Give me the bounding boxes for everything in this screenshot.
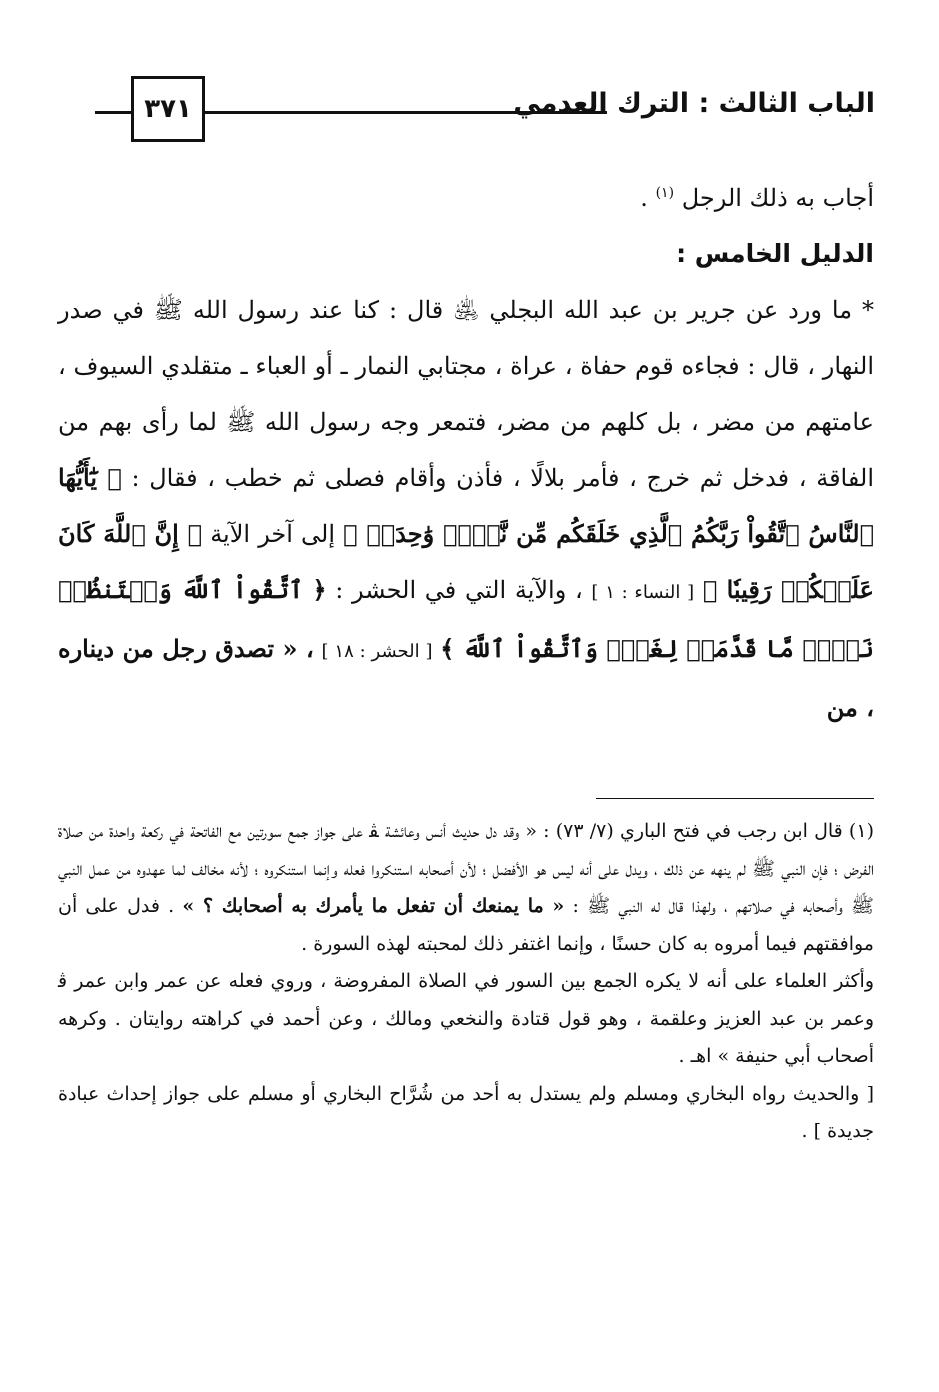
intro-text: * ما ورد عن جرير بن عبد الله البجلي ﵁ قال : كنا عند رسول الله ﷺ في صدر النهار ، قال : فجاءه قوم حفاة ، عراة ، مجتابي النمار ـ أو العباء ـ متقلدي السيوف ، عامتهم من مضر ، بل كلهم من مضر، فتمعر وجه رسول الله ﷺ لما رأى بهم من الفاقة ، فدخل ثم خرج ، فأمر بلالًا ، فأذن وأقام فصلى ثم خطب ، فقال :: [58, 296, 874, 492]
footnote-1: [58, 813, 874, 963]
continuation-text: أجاب به ذلك الرجل: [681, 184, 874, 212]
footnotes: [58, 813, 874, 1151]
page-number: ٣٧١: [131, 76, 205, 142]
header-rule: [205, 111, 607, 114]
to-end-text: إلى آخر الآية: [210, 520, 336, 548]
verse-ref-1: [ النساء : ١ ]: [591, 582, 695, 603]
evidence-paragraph: [58, 282, 874, 736]
and-verse-text: ، والآية التي في الحشر :: [335, 576, 583, 604]
running-header: [95, 72, 875, 142]
quran-verse-3: ﴿ ٱتَّقُواْ ٱللَّهَ وَلۡتَنظُرۡ نَفۡسٞ مَّا قَدَّمَتۡ لِغَدٖۖ وَٱتَّقُواْ ٱللَّهَ ﴾: [58, 575, 874, 663]
quran-verse-1: ﴿ يَٰٓأَيُّهَا ٱلنَّاسُ ٱتَّقُواْ رَبَّكُمُ ٱلَّذِي خَلَقَكُم مِّن نَّفۡسٖ وَٰحِدَةٖ ﴾: [58, 463, 875, 548]
continuation-line: [58, 170, 874, 226]
section-heading: الدليل الخامس :: [676, 239, 874, 268]
hadith-start: ، « تصدق رجل من ديناره ، من: [58, 634, 874, 722]
continuation-end: .: [640, 184, 648, 212]
footnote-2: وأكثر العلماء على أنه لا يكره الجمع بين السور في الصلاة المفروضة ، وروي فعله عن عمر وابن عمر ﭬ وعمر بن عبد العزيز وعلقمة ، وهو قول قتادة والنخعي ومالك ، وعن أحمد في كراهته روايتان . وكرهه أصحاب أبي حنيفة » اهـ .: [58, 970, 874, 1067]
main-text: [58, 170, 874, 736]
header-rule-end: [95, 111, 131, 114]
quran-verse-2: ﴿ إِنَّ ٱللَّهَ كَانَ عَلَيۡكُمۡ رَقِيبٗا ﴾: [58, 519, 874, 604]
verse-ref-2: [ الحشر : ١٨ ]: [321, 641, 433, 662]
chapter-title: الباب الثالث : الترك العدمي: [513, 88, 875, 119]
footnote-1-end: . فدل على أن موافقتهم فيما أمروه به كان حسنًا ، وإنما اغتفر ذلك لمحبته لهذه السورة .: [58, 895, 874, 955]
footnote-1-quote: « ما يمنعك أن تفعل ما يأمرك به أصحابك ؟ »: [182, 895, 565, 917]
footnote-separator: [596, 798, 874, 799]
footnote-3: [ والحديث رواه البخاري ومسلم ولم يستدل به أحد من شُرَّاح البخاري أو مسلم على جواز إحداث عبادة جديدة ] .: [58, 1082, 874, 1142]
footnote-ref: (١): [655, 185, 675, 201]
footnote-1-text: (١) قال ابن رجب في فتح الباري (٧/ ٧٣) : « وقد دل حديث أنس وعائشة ﭭ على جواز جمع سورتين مع الفاتحة في ركعة واحدة من صلاة الفرض ؛ فإن النبي ﷺ لم ينهه عن ذلك ، ويدل على أنه ليس هو الأفضل ؛ لأن أصحابه استنكروا فعله وإنما استنكروه ؛ لأنه مخالف لما عهدوه من عمل النبي ﷺ وأصحابه في صلاتهم ، ولهذا قال له النبي ﷺ :: [58, 820, 874, 917]
